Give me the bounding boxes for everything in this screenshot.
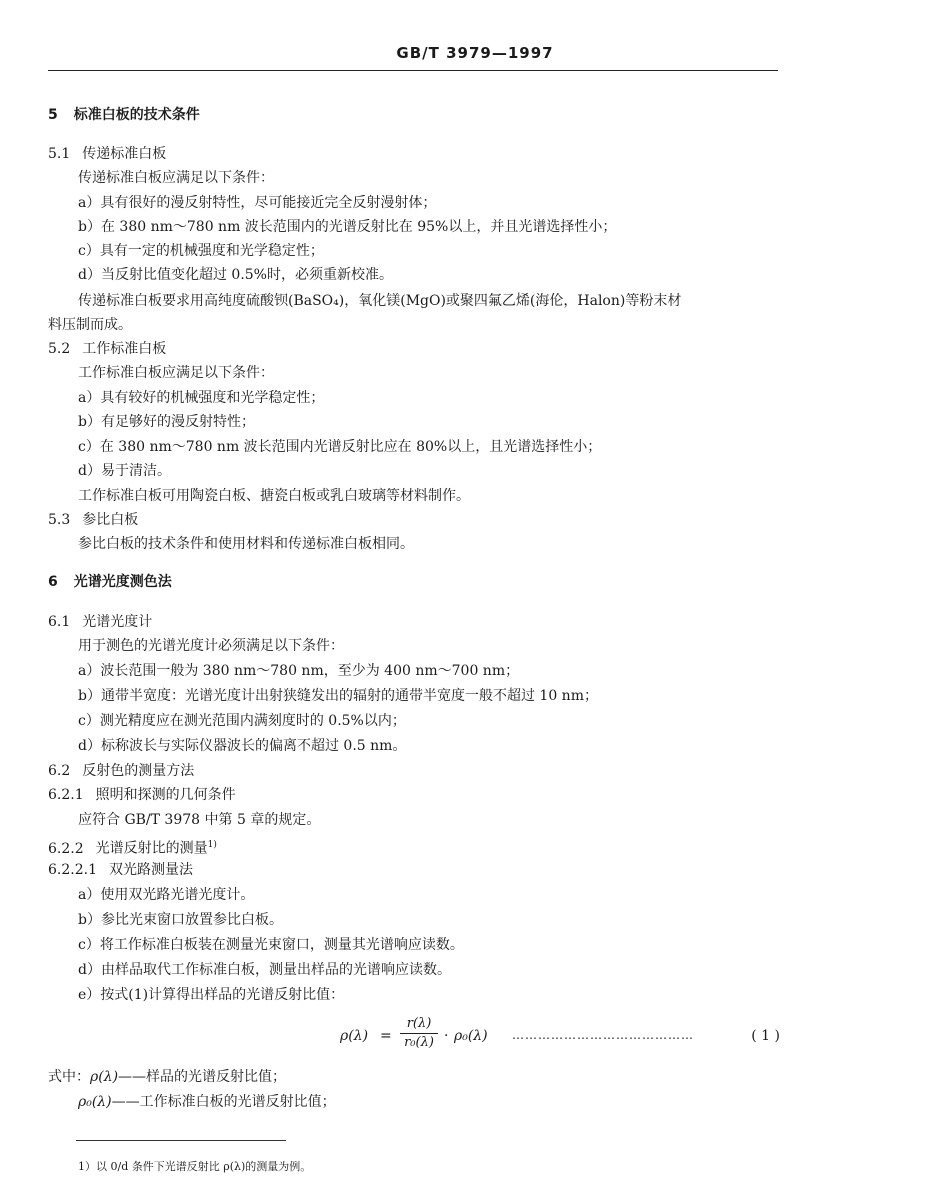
subsection-title: 照明和探测的几何条件 — [95, 787, 236, 803]
formula-number: ( 1 ) — [751, 1028, 780, 1044]
section-title: 光谱光度测色法 — [73, 574, 172, 590]
list-item: c）在 380 nm～780 nm 波长范围内光谱反射比应在 80%以上，且光谱选择性小； — [78, 439, 602, 455]
subsection-number: 6.2.2.1 — [48, 862, 97, 878]
fraction-bar — [400, 1033, 438, 1034]
subsection-heading — [48, 861, 193, 879]
list-item: a）使用双光路光谱光度计。 — [78, 887, 255, 903]
subsection-heading — [48, 145, 166, 163]
subsection-heading — [48, 762, 194, 780]
paragraph: 传递标准白板应满足以下条件： — [78, 170, 274, 186]
where-symbol: ρ₀(λ) — [78, 1094, 112, 1110]
section-number: 6 — [48, 574, 58, 590]
formula-dot: · — [444, 1028, 449, 1044]
footnote: 1）以 0/d 条件下光谱反射比 ρ(λ)的测量为例。 — [78, 1160, 312, 1173]
subsection-title: 工作标准白板 — [82, 341, 167, 357]
list-item: c）测光精度应在测光范围内满刻度时的 0.5%以内； — [78, 713, 406, 729]
paragraph: 传递标准白板要求用高纯度硫酸钡(BaSO₄)，氧化镁(MgO)或聚四氟乙烯(海伦，Halon)等粉末材 — [78, 293, 682, 309]
where-line-1 — [48, 1068, 286, 1086]
where-line-2 — [78, 1093, 336, 1111]
formula-equals: = — [380, 1028, 392, 1044]
list-item: a）具有较好的机械强度和光学稳定性； — [78, 390, 325, 406]
list-item: b）有足够好的漫反射特性； — [78, 414, 255, 430]
subsection-number: 5.1 — [48, 146, 71, 162]
list-item: b）参比光束窗口放置参比白板。 — [78, 912, 283, 928]
where-description: ——样品的光谱反射比值； — [118, 1069, 287, 1085]
subsection-number: 6.2 — [48, 763, 71, 779]
paragraph: 工作标准白板应满足以下条件： — [78, 365, 274, 381]
subsection-number: 5.2 — [48, 341, 71, 357]
subsection-title: 传递标准白板 — [82, 146, 167, 162]
subsection-title: 光谱光度计 — [82, 614, 153, 630]
subsection-title: 光谱反射比的测量 — [95, 840, 208, 857]
subsection-heading — [48, 836, 217, 858]
list-item: b）在 380 nm～780 nm 波长范围内的光谱反射比在 95%以上，并且光谱选择性小； — [78, 219, 617, 235]
subsection-title: 反射色的测量方法 — [82, 763, 195, 779]
header-rule — [48, 70, 778, 71]
section-heading — [48, 106, 200, 124]
subsection-heading — [48, 786, 236, 804]
list-item: c）具有一定的机械强度和光学稳定性； — [78, 243, 324, 259]
list-item: e）按式(1)计算得出样品的光谱反射比值： — [78, 987, 345, 1003]
formula-denominator: r₀(λ) — [404, 1035, 434, 1050]
subsection-number: 6.2.1 — [48, 787, 84, 803]
subsection-title: 双光路测量法 — [108, 862, 193, 878]
formula-lhs: ρ(λ) — [340, 1028, 369, 1044]
formula-factor: ρ₀(λ) — [454, 1028, 488, 1044]
paragraph: 用于测色的光谱光度计必须满足以下条件： — [78, 638, 344, 654]
subsection-title: 参比白板 — [82, 512, 139, 528]
subsection-heading — [48, 511, 138, 529]
section-number: 5 — [48, 107, 58, 123]
page-header: GB/T 3979—1997 — [396, 44, 554, 62]
where-description: ——工作标准白板的光谱反射比值； — [111, 1094, 336, 1110]
list-item: d）由样品取代工作标准白板，测量出样品的光谱响应读数。 — [78, 962, 451, 978]
list-item: d）标称波长与实际仪器波长的偏离不超过 0.5 nm。 — [78, 738, 407, 754]
equation-1 — [340, 1016, 780, 1060]
list-item: d）当反射比值变化超过 0.5%时，必须重新校准。 — [78, 267, 393, 283]
subsection-heading — [48, 340, 166, 358]
list-item: b）通带半宽度：光谱光度计出射狭缝发出的辐射的通带半宽度一般不超过 10 nm； — [78, 688, 598, 704]
subsection-heading — [48, 613, 152, 631]
subsection-number: 5.3 — [48, 512, 71, 528]
paragraph: 工作标准白板可用陶瓷白板、搪瓷白板或乳白玻璃等材料制作。 — [78, 488, 470, 504]
formula-leader-dots: …………………………………… — [512, 1028, 694, 1042]
subsection-number: 6.1 — [48, 614, 71, 630]
section-heading — [48, 573, 172, 591]
paragraph: 应符合 GB/T 3978 中第 5 章的规定。 — [78, 812, 321, 828]
list-item: a）具有很好的漫反射特性，尽可能接近完全反射漫射体； — [78, 195, 437, 211]
list-item: a）波长范围一般为 380 nm～780 nm，至少为 400 nm～700 nm； — [78, 663, 520, 679]
subsection-number: 6.2.2 — [48, 840, 84, 857]
where-label: 式中： — [48, 1069, 90, 1085]
formula-fraction — [400, 1016, 438, 1051]
paragraph: 参比白板的技术条件和使用材料和传递标准白板相同。 — [78, 536, 414, 552]
where-symbol: ρ(λ) — [90, 1069, 119, 1085]
list-item: d）易于清洁。 — [78, 463, 171, 479]
list-item: c）将工作标准白板装在测量光束窗口，测量其光谱响应读数。 — [78, 937, 464, 953]
footnote-ref: 1) — [207, 840, 217, 850]
paragraph: 料压制而成。 — [48, 317, 132, 333]
section-title: 标准白板的技术条件 — [73, 107, 200, 123]
formula-numerator: r(λ) — [406, 1016, 432, 1031]
footnote-rule — [76, 1140, 286, 1141]
